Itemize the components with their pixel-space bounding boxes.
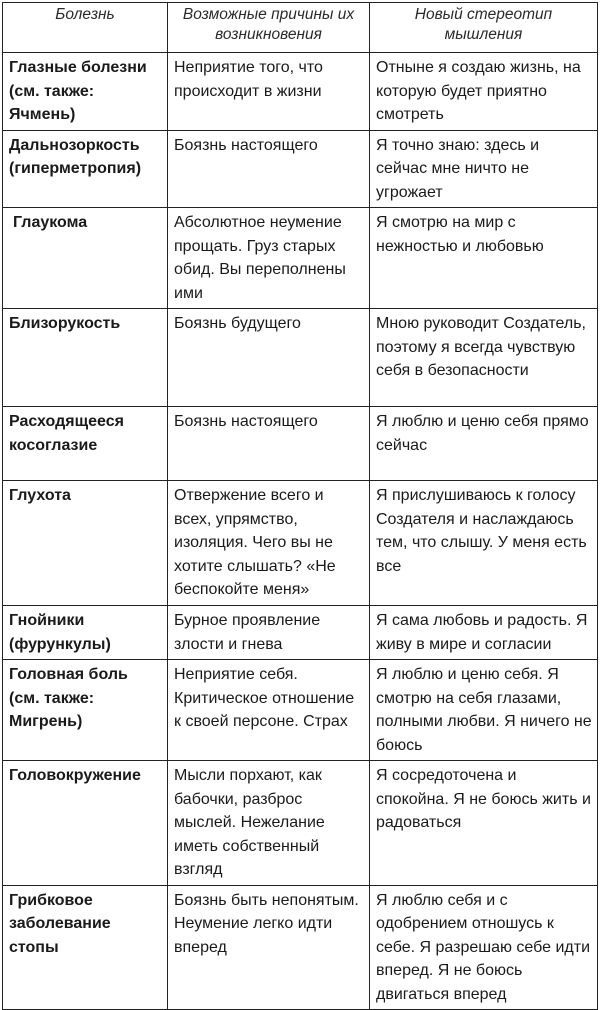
table-row [3,606,598,660]
table-row [3,130,598,208]
table-row [3,660,598,761]
cause-cell: Отвержение всего и всех, упрямство, изоляция. Чего вы не хотите слышать? «Не беспокойте меня» [168,481,370,606]
cause-cell: Боязнь настоящего [168,130,370,208]
pattern-cell: Я точно знаю: здесь и сейчас мне ничто не угрожает [370,130,598,208]
disease-cell: Головная боль (см. также: Мигрень) [3,660,168,761]
pattern-cell: Отныне я создаю жизнь, на которую будет приятно смотреть [370,53,598,131]
disease-cell: Близорукость [3,309,168,407]
table-row [3,53,598,131]
pattern-cell: Я люблю и ценю себя. Я смотрю на себя глазами, полными любви. Я ничего не боюсь [370,660,598,761]
table-row [3,309,598,407]
pattern-cell: Я люблю и ценю себя прямо сейчас [370,407,598,481]
pattern-cell: Я прислушиваюсь к голосу Создателя и наслаждаюсь тем, что слышу. У меня есть все [370,481,598,606]
header-pattern: Новый стереотип мышления [370,3,598,53]
cause-cell: Бурное проявление злости и гнева [168,606,370,660]
cause-cell: Боязнь будущего [168,309,370,407]
disease-cell: Грибковое заболевание стопы [3,885,168,1010]
disease-table [2,2,598,1010]
table-row [3,761,598,886]
pattern-cell: Я люблю себя и с одобрением отношусь к себе. Я разрешаю себе идти вперед. Я не боюсь двигаться вперед [370,885,598,1010]
pattern-cell: Мною руководит Создатель, поэтому я всегда чувствую себя в безопасности [370,309,598,407]
pattern-cell: Я смотрю на мир с нежностью и любовью [370,208,598,309]
header-causes: Возможные причины их возникновения [168,3,370,53]
disease-cell: Расходящееся косоглазие [3,407,168,481]
disease-cell: Дальнозоркость (гиперметропия) [3,130,168,208]
cause-cell: Боязнь настоящего [168,407,370,481]
disease-cell: Глазные болезни (см. также: Ячмень) [3,53,168,131]
cause-cell: Боязнь быть непонятым. Неумение легко идти вперед [168,885,370,1010]
cause-cell: Неприятие себя. Критическое отношение к своей персоне. Страх [168,660,370,761]
header-disease: Болезнь [3,3,168,53]
cause-cell: Мысли порхают, как бабочки, разброс мыслей. Нежелание иметь собственный взгляд [168,761,370,886]
table-row [3,885,598,1010]
table-header-row [3,3,598,53]
table-row [3,208,598,309]
pattern-cell: Я сама любовь и радость. Я живу в мире и согласии [370,606,598,660]
disease-cell: Глухота [3,481,168,606]
table-row [3,407,598,481]
disease-cell: Головокружение [3,761,168,886]
disease-cell: Глаукома [3,208,168,309]
cause-cell: Неприятие того, что происходит в жизни [168,53,370,131]
table-row [3,481,598,606]
cause-cell: Абсолютное неумение прощать. Груз старых обид. Вы переполнены ими [168,208,370,309]
pattern-cell: Я сосредоточена и спокойна. Я не боюсь жить и радоваться [370,761,598,886]
disease-cell: Гнойники (фурункулы) [3,606,168,660]
